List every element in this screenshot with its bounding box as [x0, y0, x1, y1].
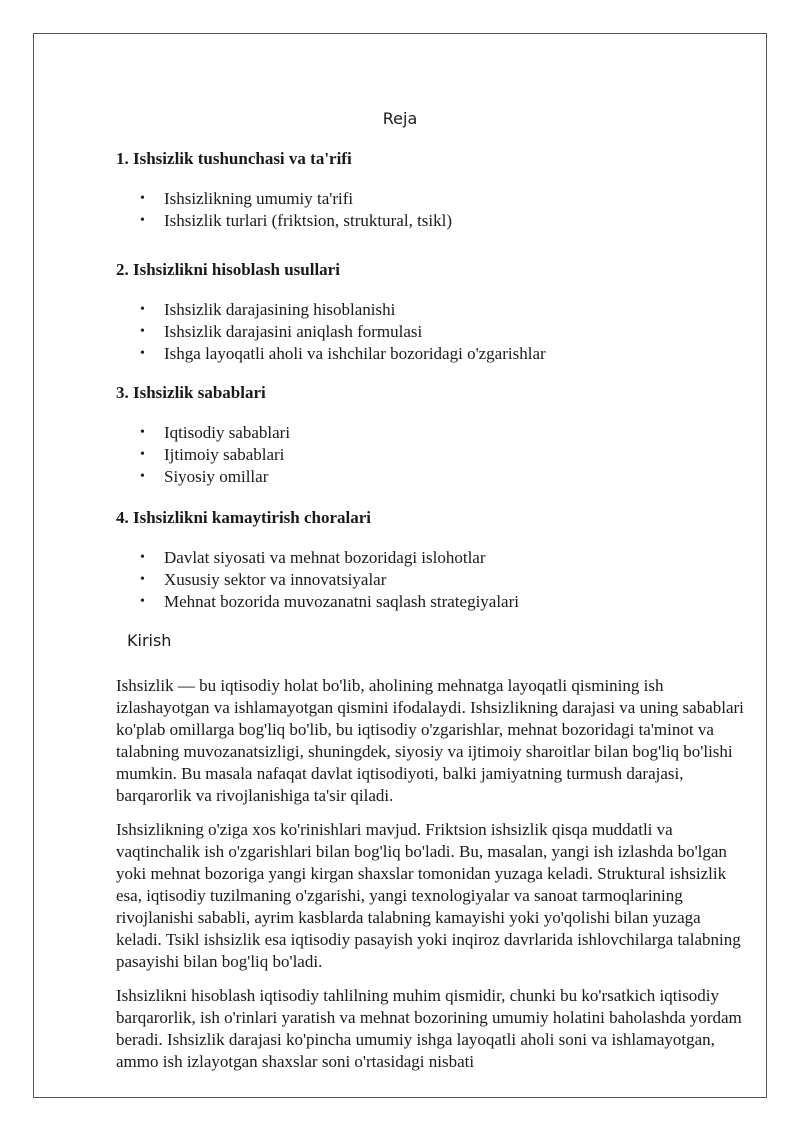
outline-section-4 — [116, 507, 519, 613]
intro-heading: Kirish — [127, 631, 172, 650]
list-item: • Ishsizlik darajasining hisoblanishi — [116, 299, 546, 321]
document-title — [34, 109, 766, 128]
outline-section-1 — [116, 148, 452, 232]
list-item: • Davlat siyosati va mehnat bozoridagi islohotlar — [116, 547, 519, 569]
outline-section-3 — [116, 382, 290, 488]
body-text — [116, 675, 746, 1085]
section-heading: 4. Ishsizlikni kamaytirish choralari — [116, 508, 372, 527]
section-heading: 1. Ishsizlik tushunchasi va ta'rifi — [116, 149, 352, 168]
list-item: • Mehnat bozorida muvozanatni saqlash strategiyalari — [116, 591, 519, 613]
section-heading: 2. Ishsizlikni hisoblash usullari — [116, 260, 340, 279]
list-item: • Ijtimoiy sabablari — [116, 444, 290, 466]
section-heading: 3. Ishsizlik sabablari — [116, 383, 266, 402]
list-item: • Xususiy sektor va innovatsiyalar — [116, 569, 519, 591]
section-list — [116, 547, 519, 613]
outline-section-2 — [116, 259, 546, 365]
paragraph: Ishsizlikning o'ziga xos ko'rinishlari mavjud. Friktsion ishsizlik qisqa muddatli va vaqtinchalik ish o'zgarishlari bilan bog'liq bo'ladi. Bu, masalan, yangi ish izlashda bo'lgan yoki mehnat bozoriga yangi kirgan shaxslar tomonidan yuzaga keladi. Struktural ishsizlik esa, iqtisodiy tuzilmaning o'zgarishi, yangi texnologiyalar va sanoat tarmoqlarining rivojlanishi sababli, ayrim kasblarda talabning kamayishi yoki yo'qolishi bilan yuzaga keladi. Tsikl ishsizlik esa iqtisodiy pasayish yoki inqiroz davrlarida ishlovchilarga talabning pasayishi bilan bog'liq bo'ladi. — [116, 820, 741, 971]
section-list — [116, 188, 452, 232]
list-item: • Ishsizlikning umumiy ta'rifi — [116, 188, 452, 210]
list-item: • Iqtisodiy sabablari — [116, 422, 290, 444]
list-item: • Siyosiy omillar — [116, 466, 290, 488]
section-list — [116, 299, 546, 365]
paragraph: Ishsizlik — bu iqtisodiy holat bo'lib, aholining mehnatga layoqatli qismining ish izlashayotgan va ishlamayotgan qismini ifodalaydi. Ishsizlikning darajasi va uning sabablari ko'plab omillarga bog'liq bo'lib, bu iqtisodiy o'zgarishlar, mehnat bozoridagi ta'minot va talabning muvozanatsizligi, shuningdek, siyosiy va ijtimoiy sharoitlar bilan bog'liq bo'lishi mumkin. Bu masala nafaqat davlat iqtisodiyoti, balki jamiyatning turmush darajasi, barqarorlik va rivojlanishiga ta'sir qiladi. — [116, 676, 744, 805]
document-page — [33, 33, 767, 1098]
list-item: • Ishsizlik turlari (friktsion, struktural, tsikl) — [116, 210, 452, 232]
list-item: • Ishga layoqatli aholi va ishchilar bozoridagi o'zgarishlar — [116, 343, 546, 365]
document-title-text: Reja — [382, 109, 418, 128]
section-list — [116, 422, 290, 488]
list-item: • Ishsizlik darajasini aniqlash formulasi — [116, 321, 546, 343]
paragraph: Ishsizlikni hisoblash iqtisodiy tahlilning muhim qismidir, chunki bu ko'rsatkich iqtisodiy barqarorlik, ish o'rinlari yaratish va mehnat bozorining umumiy holatini baholashda yordam beradi. Ishsizlik darajasi ko'pincha umumiy ishga layoqatli aholi soni va ishlamayotgan, ammo ish izlayotgan shaxslar soni o'rtasidagi nisbati — [116, 986, 742, 1071]
